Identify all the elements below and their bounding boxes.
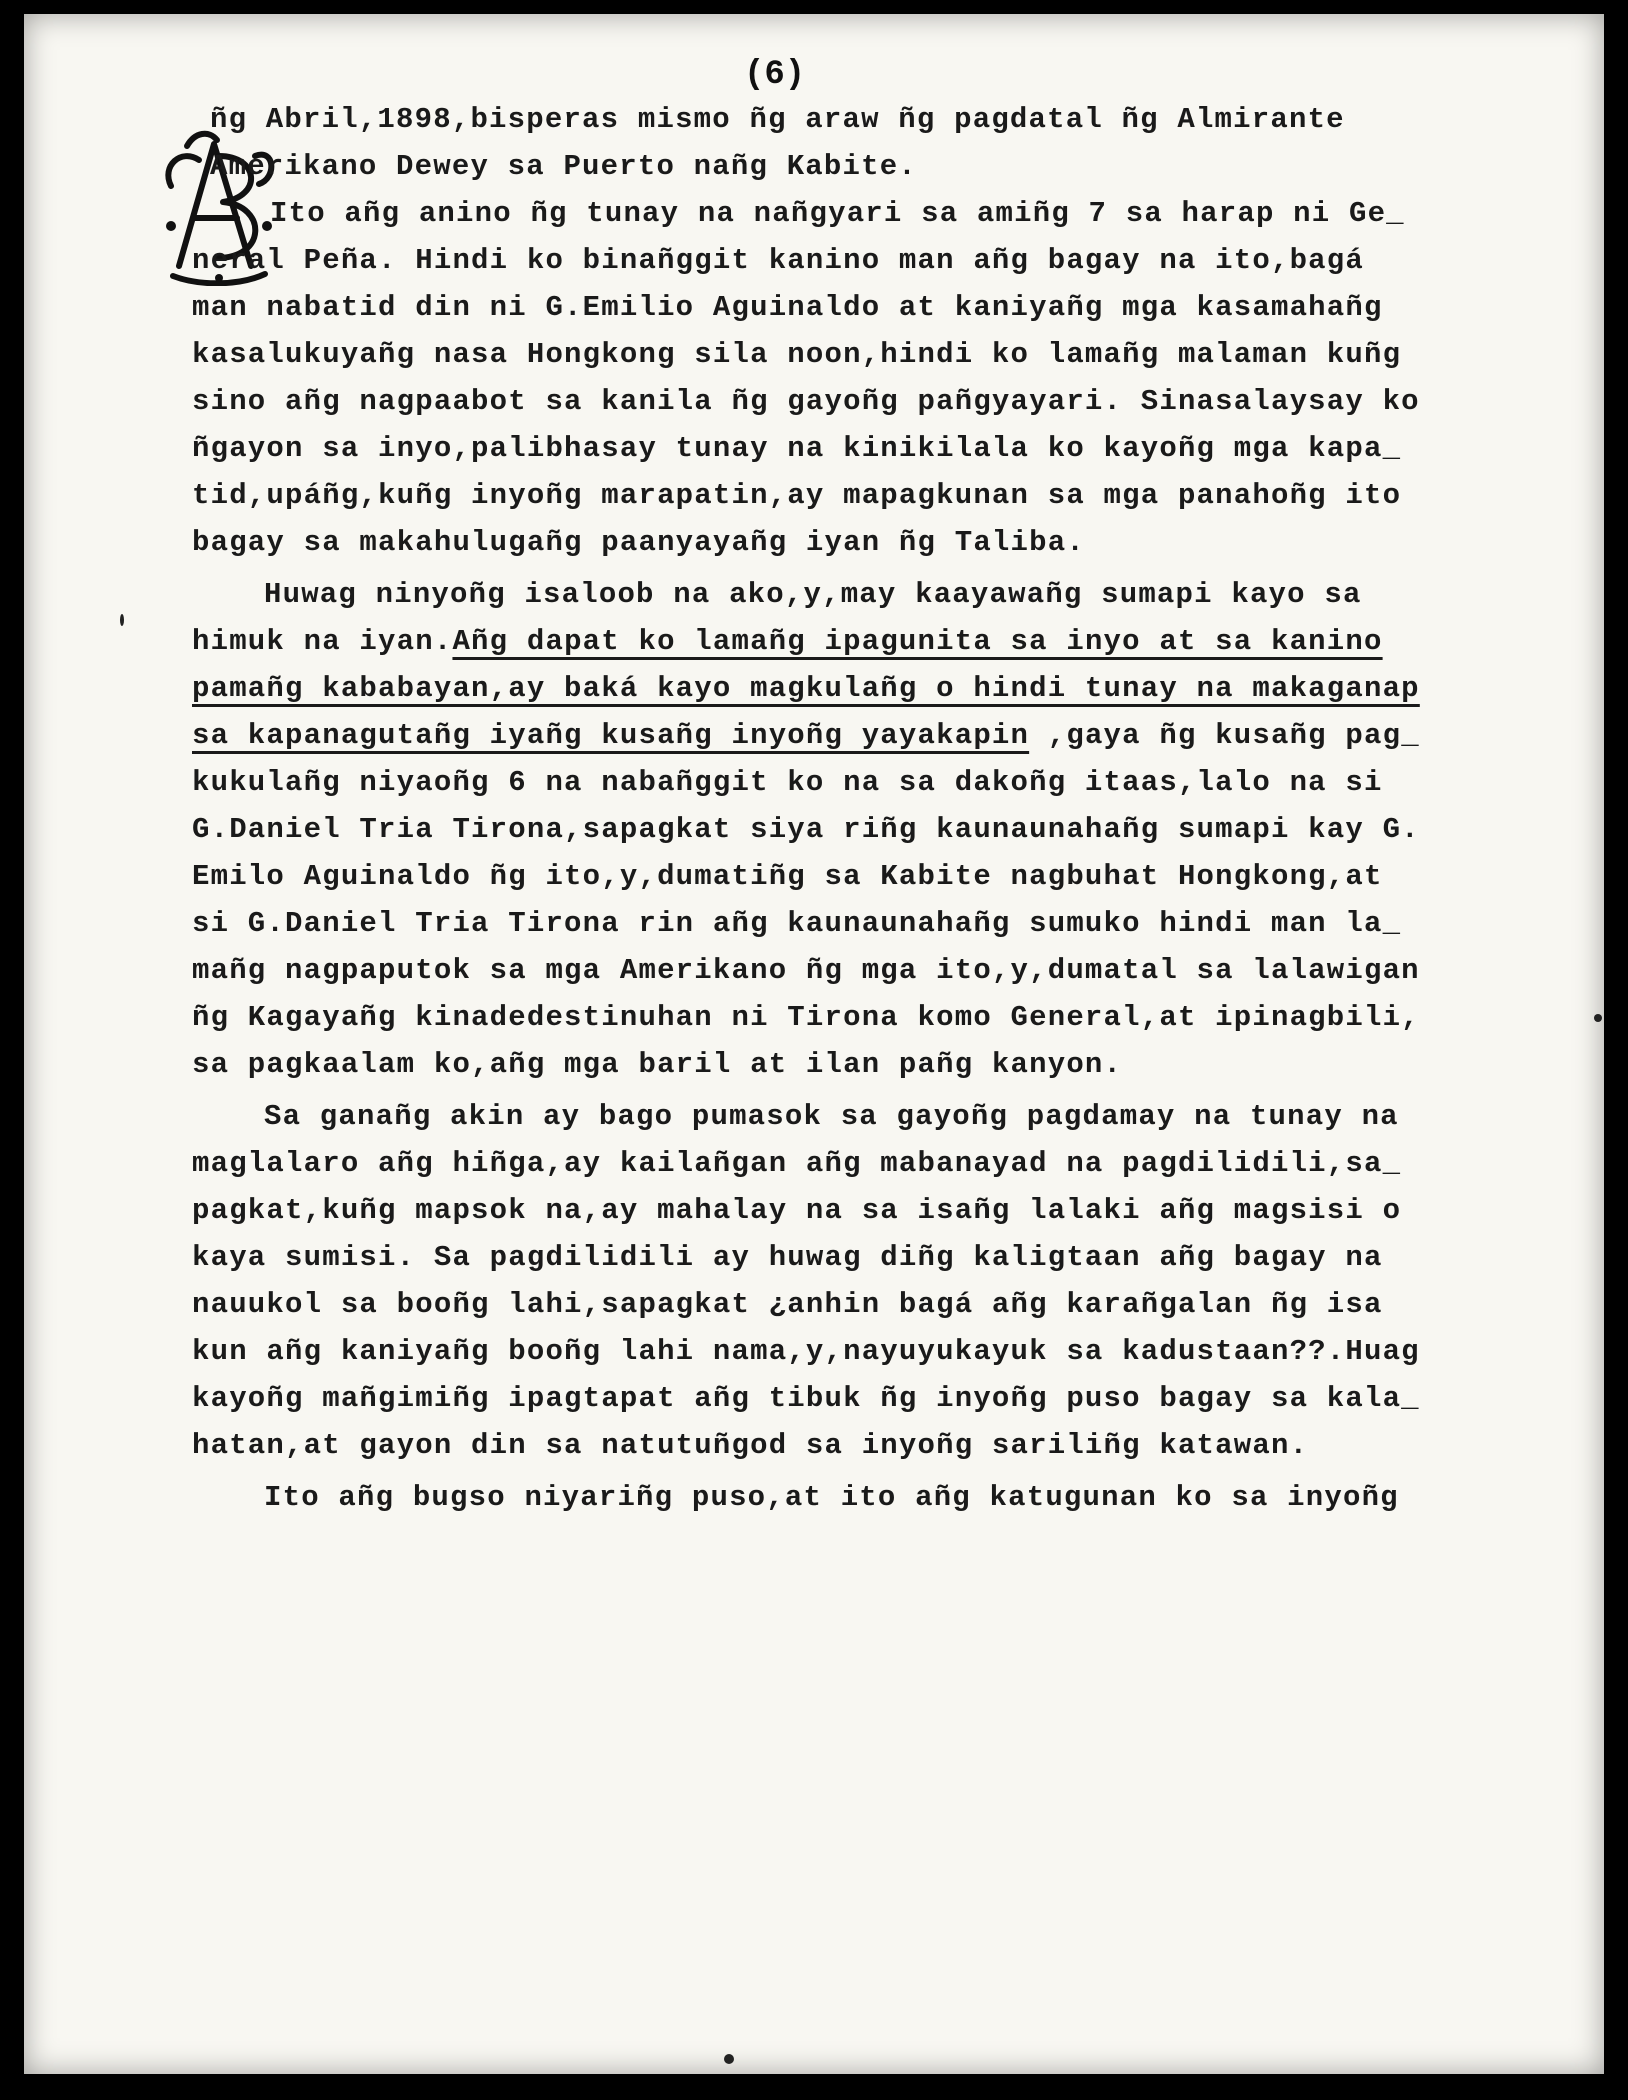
- text-line: Emilo Aguinaldo ñg ito,y,dumatiñg sa Kabite nagbuhat Hongkong,at: [192, 860, 1383, 893]
- text-line: Sa ganañg akin ay bago pumasok sa gayoñg pagdamay na tunay na: [264, 1100, 1399, 1133]
- underlined-text: Añg dapat ko lamañg ipagunita sa inyo at sa kanino: [452, 625, 1383, 658]
- text-line: man nabatid din ni G.Emilio Aguinaldo at kaniyañg mga kasamahañg: [192, 291, 1383, 324]
- page-number: (6): [744, 56, 806, 94]
- text-line: neral Peña. Hindi ko binañggit kanino man añg bagay na ito,bagá: [192, 244, 1364, 277]
- text-line: ñg Kagayañg kinadedestinuhan ni Tirona komo General,at ipinagbili,: [192, 1001, 1420, 1034]
- text-line: Ito añg bugso niyariñg puso,at ito añg katugunan ko sa inyoñg: [264, 1481, 1399, 1514]
- text-plain: himuk na iyan.: [192, 625, 453, 658]
- body-text: [24, 14, 1604, 2074]
- text-line: hatan,at gayon din sa natutuñgod sa inyoñg sariliñg katawan.: [192, 1429, 1309, 1462]
- text-line: maglalaro añg hiñga,ay kailañgan añg mabanayad na pagdilidili,sa_: [192, 1147, 1402, 1180]
- text-line: tid,upáñg,kuñg inyoñg marapatin,ay mapagkunan sa mga panahoñg ito: [192, 479, 1402, 512]
- text-line: ñgayon sa inyo,palibhasay tunay na kinikilala ko kayoñg mga kapa_: [192, 432, 1402, 465]
- underlined-text: sa kapanagutañg iyañg kusañg inyoñg yayakapin: [192, 719, 1030, 752]
- text-line: pagkat,kuñg mapsok na,ay mahalay na sa isañg lalaki añg magsisi o: [192, 1194, 1402, 1227]
- text-line: kukulañg niyaoñg 6 na nabañggit ko na sa dakoñg itaas,lalo na si: [192, 766, 1383, 799]
- text-line: sa pagkaalam ko,añg mga baril at ilan pañg kanyon.: [192, 1048, 1123, 1081]
- text-line: sino añg nagpaabot sa kanila ñg gayoñg pañgyayari. Sinasalaysay ko: [192, 385, 1420, 418]
- text-plain: ,gaya ñg kusañg pag_: [1029, 719, 1420, 752]
- text-line: ñg Abril,1898,bisperas mismo ñg araw ñg pagdatal ñg Almirante: [210, 103, 1345, 136]
- text-line: nauukol sa booñg lahi,sapagkat ¿anhin bagá añg karañgalan ñg isa: [192, 1288, 1383, 1321]
- text-line: kun añg kaniyañg booñg lahi nama,y,nayuyukayuk sa kadustaan??.Huag: [192, 1335, 1420, 1368]
- document-page: [24, 14, 1604, 2074]
- text-line: mañg nagpaputok sa mga Amerikano ñg mga ito,y,dumatal sa lalawigan: [192, 954, 1420, 987]
- text-line: Huwag ninyoñg isaloob na ako,y,may kaayawañg sumapi kayo sa: [264, 578, 1362, 611]
- text-line: kayoñg mañgimiñg ipagtapat añg tibuk ñg inyoñg puso bagay sa kala_: [192, 1382, 1420, 1415]
- text-line: kasalukuyañg nasa Hongkong sila noon,hindi ko lamañg malaman kuñg: [192, 338, 1402, 371]
- text-line: si G.Daniel Tria Tirona rin añg kaunaunahañg sumuko hindi man la_: [192, 907, 1402, 940]
- scan-speck: [120, 614, 124, 626]
- text-line: Amerikano Dewey sa Puerto nañg Kabite.: [210, 150, 917, 183]
- scan-speck: [1594, 1014, 1602, 1022]
- text-line: G.Daniel Tria Tirona,sapagkat siya riñg kaunaunahañg sumapi kay G.: [192, 813, 1420, 846]
- underlined-text: pamañg kababayan,ay baká kayo magkulañg o hindi tunay na makaganap: [192, 672, 1420, 705]
- text-line: kaya sumisi. Sa pagdilidili ay huwag diñg kaligtaan añg bagay na: [192, 1241, 1383, 1274]
- text-line: [192, 624, 1383, 660]
- text-line: Ito añg anino ñg tunay na nañgyari sa amiñg 7 sa harap ni Ge_: [270, 197, 1405, 230]
- text-line: [192, 718, 1420, 754]
- scan-speck: [724, 2054, 734, 2064]
- text-line: bagay sa makahulugañg paanyayañg iyan ñg Taliba.: [192, 526, 1085, 559]
